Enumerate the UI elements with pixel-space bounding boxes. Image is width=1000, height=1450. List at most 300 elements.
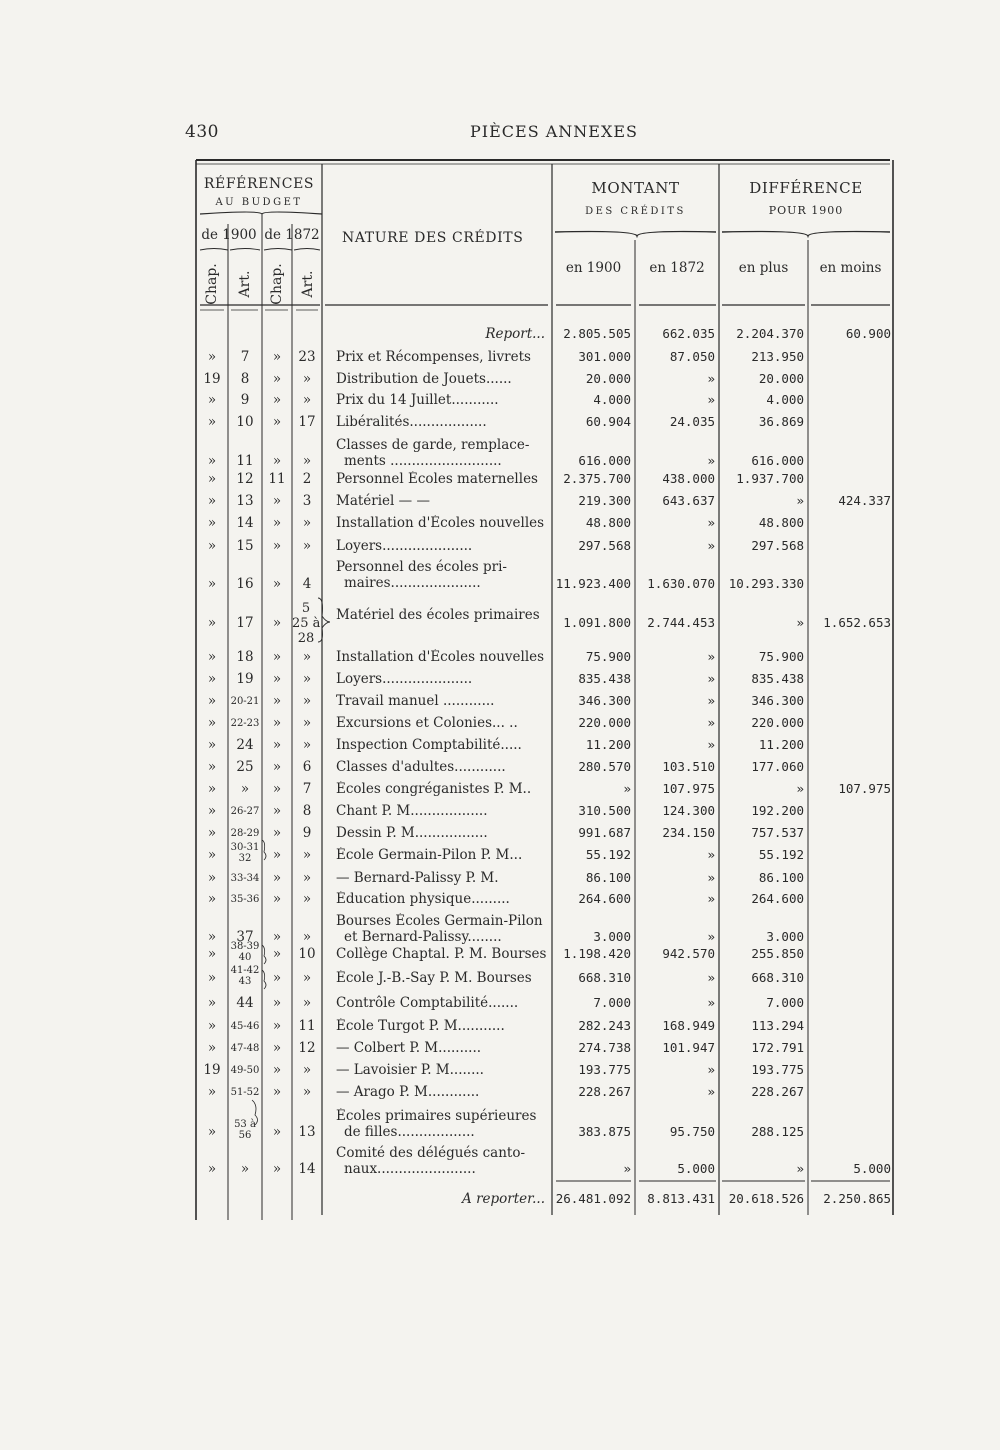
montant-1872: »	[707, 715, 715, 730]
nature-line-1: — Arago P. M............	[336, 1084, 480, 1100]
art-1872: »	[302, 693, 312, 709]
chap-1900: »	[207, 538, 217, 554]
montant-1872: 124.300	[662, 803, 715, 818]
art-1900: 30-31 32	[230, 842, 260, 864]
total-moins: 2.250.865	[823, 1191, 891, 1206]
montant-1900: 282.243	[578, 1018, 631, 1033]
difference-moins: 107.975	[838, 781, 891, 796]
chap-1900: »	[207, 1084, 217, 1100]
montant-1900: 60.904	[585, 414, 631, 429]
chap-1872: »	[272, 453, 282, 469]
montant-1900: 264.600	[578, 891, 631, 906]
chap-1900: »	[207, 414, 217, 430]
report-label: Report...	[485, 326, 545, 342]
montant-1900: 20.000	[585, 371, 631, 386]
difference-plus: 172.791	[751, 1040, 804, 1055]
nature-line-1: Matériel — —	[336, 493, 430, 509]
art-1872: »	[302, 891, 312, 907]
montant-1900: 616.000	[578, 453, 631, 468]
difference-plus: 346.300	[751, 693, 804, 708]
art-1900: 24	[236, 737, 254, 753]
art-1900: 45-46	[230, 1021, 260, 1032]
report-plus: 2.204.370	[736, 326, 804, 341]
nature-line-1: Excursions et Colonies... ..	[336, 715, 518, 731]
montant-1872: 107.975	[662, 781, 715, 796]
difference-plus: 213.950	[751, 349, 804, 364]
chap-1872: »	[272, 970, 282, 986]
nature-line-1: Distribution de Jouets......	[336, 371, 512, 387]
art-1872: 3	[302, 493, 312, 509]
difference-plus: »	[796, 493, 804, 508]
art-1900: 22-23	[230, 718, 260, 729]
art-1900: 26-27	[230, 806, 260, 817]
montant-1900: 346.300	[578, 693, 631, 708]
difference-plus: 20.000	[758, 371, 804, 386]
nature-line-1: École Turgot P. M...........	[336, 1018, 505, 1034]
art-1872: 12	[298, 1040, 316, 1056]
montant-1872: »	[707, 891, 715, 906]
chap-1872: »	[272, 995, 282, 1011]
montant-1900: 219.300	[578, 493, 631, 508]
montant-1872: 234.150	[662, 825, 715, 840]
montant-1900: 228.267	[578, 1084, 631, 1099]
montant-1872: 101.947	[662, 1040, 715, 1055]
chap-1900: »	[207, 576, 217, 592]
chap-1900: »	[207, 803, 217, 819]
art-1900: 51-52	[230, 1087, 260, 1098]
montant-1900: 75.900	[585, 649, 631, 664]
montant-1872: »	[707, 870, 715, 885]
nature-line-1: Collège Chaptal. P. M. Bourses	[336, 946, 547, 962]
chap-1872: »	[272, 349, 282, 365]
art-1900: 49-50	[230, 1065, 260, 1076]
art-1872: »	[302, 671, 312, 687]
art-1872: »	[302, 870, 312, 886]
nature-line-1: Prix et Récompenses, livrets	[336, 349, 531, 365]
difference-plus: 10.293.330	[728, 576, 804, 591]
chap-1900: »	[207, 453, 217, 469]
montant-1872: »	[707, 515, 715, 530]
difference-plus: 4.000	[766, 392, 804, 407]
montant-1872: »	[707, 847, 715, 862]
montant-1872: 438.000	[662, 471, 715, 486]
art-1900: 25	[236, 759, 254, 775]
nature-line-1: École Germain-Pilon P. M...	[336, 847, 523, 863]
art-1872: 8	[302, 803, 312, 819]
difference-plus: 55.192	[758, 847, 804, 862]
montant-1872: »	[707, 671, 715, 686]
art-1900: 41-42 43	[230, 965, 260, 987]
nature-line-1: Libéralités..................	[336, 414, 487, 430]
header-art-1872: Art.	[300, 270, 316, 298]
nature-line-1: Classes d'adultes............	[336, 759, 506, 775]
difference-plus: 616.000	[751, 453, 804, 468]
art-1872: »	[302, 538, 312, 554]
art-1900: 7	[240, 349, 250, 365]
montant-1900: 86.100	[585, 870, 631, 885]
difference-plus: 86.100	[758, 870, 804, 885]
chap-1872: »	[272, 929, 282, 945]
montant-1872: »	[707, 693, 715, 708]
chap-1872: »	[272, 1018, 282, 1034]
montant-1872: 2.744.453	[647, 615, 715, 630]
header-references: RÉFÉRENCES	[203, 176, 315, 192]
report-m1872: 662.035	[662, 326, 715, 341]
nature-line-1: Dessin P. M.................	[336, 825, 488, 841]
difference-plus: 835.438	[751, 671, 804, 686]
art-1900: »	[240, 1161, 250, 1177]
total-label: A reporter...	[462, 1191, 545, 1207]
art-1872: »	[302, 371, 312, 387]
chap-1900: »	[207, 493, 217, 509]
montant-1872: »	[707, 1084, 715, 1099]
chap-1900: »	[207, 349, 217, 365]
art-1872: 23	[298, 349, 316, 365]
difference-moins: 5.000	[853, 1161, 891, 1176]
report-m1900: 2.805.505	[563, 326, 631, 341]
art-1872: »	[302, 737, 312, 753]
montant-1872: »	[707, 970, 715, 985]
montant-1900: 3.000	[593, 929, 631, 944]
nature-line-2: de filles..................	[344, 1124, 475, 1140]
nature-line-1: — Bernard-Palissy P. M.	[336, 870, 499, 886]
difference-plus: 255.850	[751, 946, 804, 961]
chap-1900: »	[207, 737, 217, 753]
nature-line-1: Personnel Écoles maternelles	[336, 471, 538, 487]
art-1900: 28-29	[230, 828, 260, 839]
montant-1900: 220.000	[578, 715, 631, 730]
chap-1872: »	[272, 781, 282, 797]
art-1872: 6	[302, 759, 312, 775]
art-1872: »	[302, 392, 312, 408]
nature-line-1: Personnel des écoles pri-	[336, 559, 507, 575]
nature-line-1: — Lavoisier P. M........	[336, 1062, 484, 1078]
chap-1872: »	[272, 825, 282, 841]
art-1872: »	[302, 847, 312, 863]
chap-1900: »	[207, 870, 217, 886]
chap-1872: »	[272, 759, 282, 775]
header-nature: NATURE DES CRÉDITS	[342, 230, 524, 246]
art-1872: 5 25 à 28	[292, 601, 321, 646]
nature-line-1: Matériel des écoles primaires	[336, 607, 540, 623]
total-m1872: 8.813.431	[647, 1191, 715, 1206]
montant-1900: 55.192	[585, 847, 631, 862]
montant-1872: »	[707, 1062, 715, 1077]
montant-1900: 280.570	[578, 759, 631, 774]
chap-1900: 19	[203, 371, 221, 387]
chap-1900: »	[207, 970, 217, 986]
art-1872: 14	[298, 1161, 316, 1177]
nature-line-1: École J.-B.-Say P. M. Bourses	[336, 970, 532, 986]
montant-1900: 668.310	[578, 970, 631, 985]
chap-1900: 19	[203, 1062, 221, 1078]
art-1872: 13	[298, 1124, 316, 1140]
chap-1872: »	[272, 1040, 282, 1056]
header-de-1872: de 1872	[264, 227, 320, 243]
montant-1900: 301.000	[578, 349, 631, 364]
chap-1872: »	[272, 671, 282, 687]
chap-1900: »	[207, 825, 217, 841]
montant-1900: 48.800	[585, 515, 631, 530]
montant-1900: »	[623, 781, 631, 796]
chap-1872: »	[272, 1084, 282, 1100]
nature-line-1: Écoles primaires supérieures	[336, 1108, 537, 1124]
montant-1900: 1.091.800	[563, 615, 631, 630]
chap-1900: »	[207, 1040, 217, 1056]
chap-1900: »	[207, 615, 217, 631]
chap-1900: »	[207, 1161, 217, 1177]
art-1900: 12	[236, 471, 254, 487]
montant-1900: 2.375.700	[563, 471, 631, 486]
nature-line-1: Éducation physique.........	[336, 891, 510, 907]
art-1872: »	[302, 453, 312, 469]
chap-1900: »	[207, 781, 217, 797]
art-1872: »	[302, 1084, 312, 1100]
montant-1872: »	[707, 538, 715, 553]
nature-line-1: Bourses Écoles Germain-Pilon	[336, 913, 543, 929]
montant-1872: 103.510	[662, 759, 715, 774]
nature-line-1: Écoles congréganistes P. M..	[336, 781, 532, 797]
difference-plus: 193.775	[751, 1062, 804, 1077]
art-1900: 10	[236, 414, 254, 430]
header-art-1900: Art.	[237, 270, 253, 298]
total-plus: 20.618.526	[728, 1191, 804, 1206]
chap-1872: »	[272, 576, 282, 592]
art-1872: 17	[298, 414, 316, 430]
chap-1872: »	[272, 649, 282, 665]
chap-1872: »	[272, 803, 282, 819]
art-1900: 16	[236, 576, 254, 592]
montant-1872: 643.637	[662, 493, 715, 508]
difference-plus: 11.200	[758, 737, 804, 752]
chap-1872: »	[272, 615, 282, 631]
chap-1900: »	[207, 929, 217, 945]
difference-plus: 220.000	[751, 715, 804, 730]
difference-plus: 75.900	[758, 649, 804, 664]
header-en-1900: en 1900	[565, 260, 622, 276]
nature-line-1: Chant P. M..................	[336, 803, 488, 819]
chap-1872: »	[272, 515, 282, 531]
art-1900: 18	[236, 649, 254, 665]
art-1872: »	[302, 970, 312, 986]
art-1872: »	[302, 515, 312, 531]
montant-1872: »	[707, 929, 715, 944]
difference-plus: »	[796, 781, 804, 796]
difference-plus: 264.600	[751, 891, 804, 906]
montant-1900: 835.438	[578, 671, 631, 686]
difference-plus: 192.200	[751, 803, 804, 818]
montant-1872: 95.750	[669, 1124, 715, 1139]
art-1872: »	[302, 715, 312, 731]
difference-plus: 3.000	[766, 929, 804, 944]
montant-1900: 310.500	[578, 803, 631, 818]
montant-1900: 7.000	[593, 995, 631, 1010]
montant-1900: 991.687	[578, 825, 631, 840]
chap-1872: »	[272, 414, 282, 430]
chap-1900: »	[207, 891, 217, 907]
difference-plus: 228.267	[751, 1084, 804, 1099]
chap-1872: »	[272, 693, 282, 709]
art-1900: 38-39 40	[230, 941, 260, 963]
chap-1872: »	[272, 737, 282, 753]
difference-plus: 7.000	[766, 995, 804, 1010]
difference-plus: 668.310	[751, 970, 804, 985]
art-1900: »	[240, 781, 250, 797]
montant-1872: 1.630.070	[647, 576, 715, 591]
montant-1872: 168.949	[662, 1018, 715, 1033]
art-1872: 2	[302, 471, 312, 487]
art-1900: 19	[236, 671, 254, 687]
art-1872: »	[302, 929, 312, 945]
art-1900: 11	[236, 453, 254, 469]
art-1872: 9	[302, 825, 312, 841]
chap-1872: »	[272, 392, 282, 408]
report-moins: 60.900	[845, 326, 891, 341]
nature-line-1: Travail manuel ............	[336, 693, 495, 709]
nature-line-1: Prix du 14 Juillet...........	[336, 392, 499, 408]
art-1872: »	[302, 995, 312, 1011]
header-en-plus: en plus	[738, 260, 789, 276]
montant-1872: 5.000	[677, 1161, 715, 1176]
nature-line-1: Classes de garde, remplace-	[336, 437, 530, 453]
montant-1900: 383.875	[578, 1124, 631, 1139]
nature-line-1: Comité des délégués canto-	[336, 1145, 526, 1161]
difference-moins: 424.337	[838, 493, 891, 508]
header-montant: MONTANT	[591, 179, 680, 197]
montant-1900: 1.198.420	[563, 946, 631, 961]
art-1872: 11	[298, 1018, 316, 1034]
montant-1900: 11.200	[585, 737, 631, 752]
chap-1900: »	[207, 759, 217, 775]
chap-1872: »	[272, 1124, 282, 1140]
chap-1900: »	[207, 715, 217, 731]
montant-1872: »	[707, 453, 715, 468]
art-1900: 13	[236, 493, 254, 509]
chap-1900: »	[207, 1018, 217, 1034]
art-1900: 47-48	[230, 1043, 260, 1054]
chap-1900: »	[207, 392, 217, 408]
nature-line-1: Installation d'Écoles nouvelles	[336, 649, 545, 665]
header-en-moins: en moins	[819, 260, 882, 276]
chap-1872: »	[272, 847, 282, 863]
chap-1872: 11	[268, 471, 286, 487]
nature-line-2: maires.....................	[344, 575, 481, 591]
montant-1872: »	[707, 371, 715, 386]
montant-1872: »	[707, 649, 715, 664]
art-1900: 35-36	[230, 894, 260, 905]
nature-line-1: — Colbert P. M..........	[336, 1040, 482, 1056]
montant-1872: »	[707, 995, 715, 1010]
montant-1872: »	[707, 392, 715, 407]
nature-line-1: Contrôle Comptabilité.......	[336, 995, 519, 1011]
chap-1872: »	[272, 493, 282, 509]
montant-1872: 87.050	[669, 349, 715, 364]
difference-plus: 1.937.700	[736, 471, 804, 486]
montant-1872: 942.570	[662, 946, 715, 961]
nature-line-1: Installation d'Écoles nouvelles	[336, 515, 545, 531]
chap-1900: »	[207, 946, 217, 962]
page-title: PIÈCES ANNEXES	[470, 122, 638, 141]
montant-1900: 4.000	[593, 392, 631, 407]
chap-1900: »	[207, 1124, 217, 1140]
chap-1872: »	[272, 538, 282, 554]
difference-plus: 297.568	[751, 538, 804, 553]
difference-plus: 36.869	[758, 414, 804, 429]
header-chap-1872: Chap.	[269, 263, 285, 305]
art-1900: 17	[236, 615, 254, 631]
chap-1872: »	[272, 946, 282, 962]
montant-1872: 24.035	[669, 414, 715, 429]
chap-1900: »	[207, 671, 217, 687]
header-des-credits: DES CRÉDITS	[585, 206, 686, 217]
art-1872: 10	[298, 946, 316, 962]
montant-1872: »	[707, 737, 715, 752]
montant-1900: 297.568	[578, 538, 631, 553]
difference-moins: 1.652.653	[823, 615, 891, 630]
chap-1872: »	[272, 715, 282, 731]
header-en-1872: en 1872	[649, 260, 705, 276]
difference-plus: 48.800	[758, 515, 804, 530]
chap-1872: »	[272, 1161, 282, 1177]
art-1900: 9	[240, 392, 250, 408]
art-1900: 15	[236, 538, 254, 554]
chap-1900: »	[207, 649, 217, 665]
montant-1900: 193.775	[578, 1062, 631, 1077]
chap-1872: »	[272, 870, 282, 886]
art-1900: 8	[240, 371, 250, 387]
art-1900: 33-34	[230, 873, 260, 884]
nature-line-1: Inspection Comptabilité.....	[336, 737, 522, 753]
header-de-1900: de 1900	[201, 227, 257, 243]
difference-plus: 757.537	[751, 825, 804, 840]
art-1872: 4	[302, 576, 312, 592]
art-1900: 14	[236, 515, 254, 531]
nature-line-1: Loyers.....................	[336, 671, 473, 687]
chap-1900: »	[207, 847, 217, 863]
art-1872: 7	[302, 781, 312, 797]
chap-1900: »	[207, 515, 217, 531]
art-1900: 20-21	[230, 696, 260, 707]
difference-plus: »	[796, 615, 804, 630]
chap-1900: »	[207, 471, 217, 487]
chap-1872: »	[272, 891, 282, 907]
difference-plus: »	[796, 1161, 804, 1176]
header-pour-1900: POUR 1900	[768, 204, 844, 217]
difference-plus: 288.125	[751, 1124, 804, 1139]
montant-1900: 274.738	[578, 1040, 631, 1055]
nature-line-2: ments ..........................	[344, 453, 502, 469]
chap-1872: »	[272, 371, 282, 387]
chap-1872: »	[272, 1062, 282, 1078]
difference-plus: 177.060	[751, 759, 804, 774]
nature-line-2: naux.......................	[344, 1161, 476, 1177]
nature-line-2: et Bernard-Palissy........	[344, 929, 502, 945]
chap-1900: »	[207, 995, 217, 1011]
header-difference: DIFFÉRENCE	[749, 179, 863, 197]
art-1900: 53 à 56	[234, 1119, 256, 1141]
chap-1900: »	[207, 693, 217, 709]
difference-plus: 113.294	[751, 1018, 804, 1033]
nature-line-1: Loyers.....................	[336, 538, 473, 554]
total-m1900: 26.481.092	[555, 1191, 631, 1206]
art-1900: 37	[236, 929, 254, 945]
art-1872: »	[302, 649, 312, 665]
header-au-budget: AU BUDGET	[215, 197, 303, 208]
montant-1900: 11.923.400	[555, 576, 631, 591]
art-1872: »	[302, 1062, 312, 1078]
page-number: 430	[185, 122, 219, 142]
art-1900: 44	[236, 995, 254, 1011]
